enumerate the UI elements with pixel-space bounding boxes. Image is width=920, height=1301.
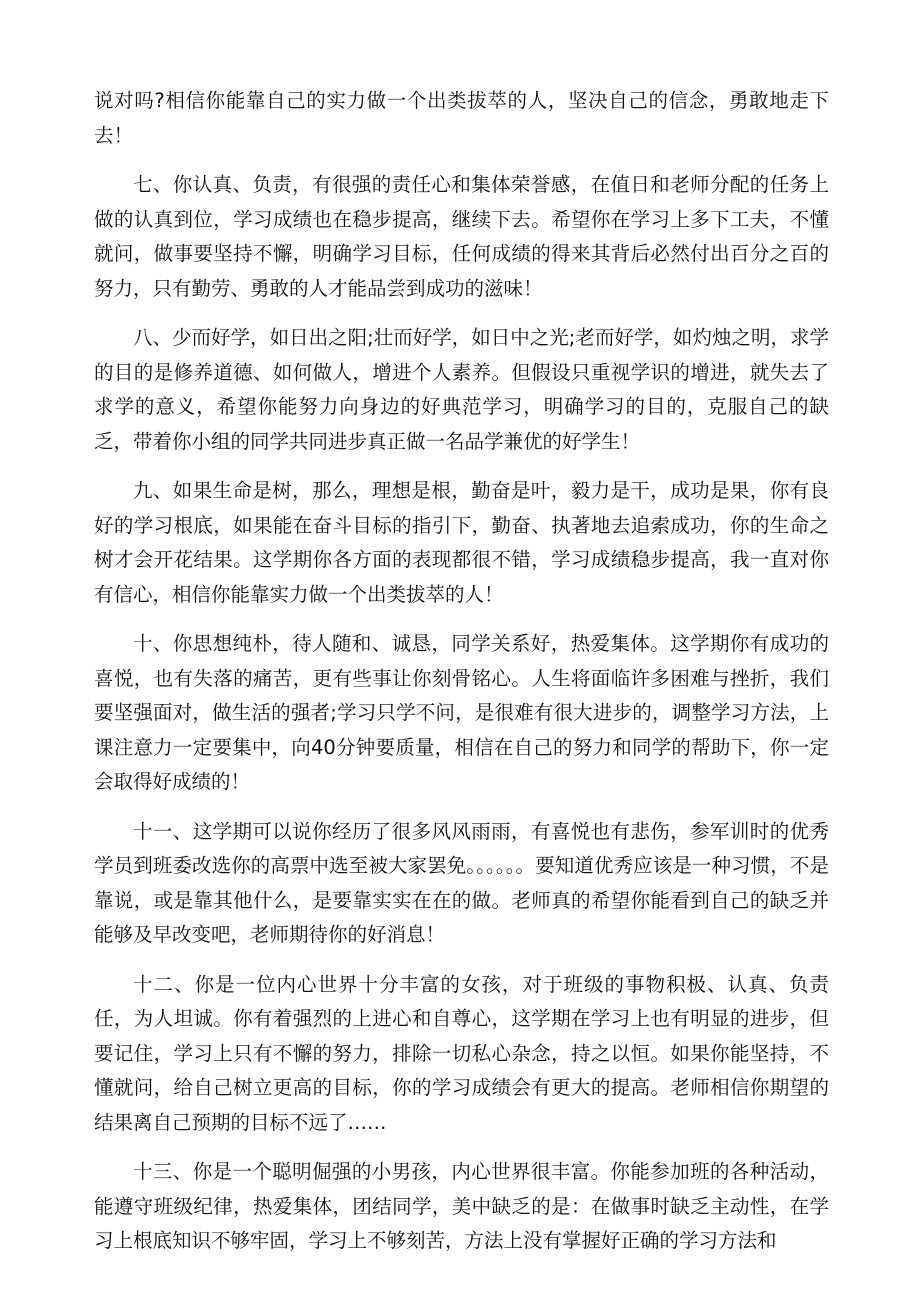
document-page: [94, 84, 829, 1274]
paragraph-nine: 九、如果生命是树，那么，理想是根，勤奋是叶，毅力是干，成功是果，你有良好的学习根底，如果能在奋斗目标的指引下，勤奋、执著地去追索成功，你的生命之树才会开花结果。这学期你各方面的表现都很不错，学习成绩稳步提高，我一直对你有信心，相信你能靠实力做一个出类拔萃的人！: [94, 479, 829, 606]
paragraph-continuation: 说对吗?相信你能靠自己的实力做一个出类拔萃的人，坚决自己的信念，勇敢地走下去！: [94, 89, 829, 147]
paragraph-twelve: 十二、你是一位内心世界十分丰富的女孩，对于班级的事物积极、认真、负责任，为人坦诚。你有着强烈的上进心和自尊心，这学期在学习上也有明显的进步，但要记住，学习上只有不懈的努力，排除一切私心杂念，持之以恒。如果你能坚持，不懂就问，给自己树立更高的目标，你的学习成绩会有更大的提高。老师相信你期望的结果离自己预期的目标不远了……: [94, 972, 829, 1134]
paragraph-eleven: 十一、这学期可以说你经历了很多风风雨雨，有喜悦也有悲伤，参军训时的优秀学员到班委改选你的高票中选至被大家罢免。。。。。。要知道优秀应该是一种习惯，不是靠说，或是靠其他什么，是要靠实实在在的做。老师真的希望你能看到自己的缺乏并能够及早改变吧，老师期待你的好消息！: [94, 819, 829, 946]
paragraph-ten: 十、你思想纯朴，待人随和、诚恳，同学关系好，热爱集体。这学期你有成功的喜悦，也有失落的痛苦，更有些事让你刻骨铭心。人生将面临许多困难与挫折，我们要坚强面对，做生活的强者;学习只学不问，是很难有很大进步的，调整学习方法，上课注意力一定要集中，向40分钟要质量，相信在自己的努力和同学的帮助下，你一定会取得好成绩的！: [94, 632, 829, 793]
paragraph-eight: 八、少而好学，如日出之阳;壮而好学，如日中之光;老而好学，如灼烛之明，求学的目的是修养道德、如何做人，增进个人素养。但假设只重视学识的增进，就失去了求学的意义，希望你能努力向身边的好典范学习，明确学习的目的，克服自己的缺乏，带着你小组的同学共同进步真正做一名品学兼优的好学生！: [94, 326, 829, 453]
paragraph-thirteen: 十三、你是一个聪明倔强的小男孩，内心世界很丰富。你能参加班的各种活动，能遵守班级纪律，热爱集体，团结同学，美中缺乏的是：在做事时缺乏主动性，在学习上根底知识不够牢固，学习上不够刻苦，方法上没有掌握好正确的学习方法和: [94, 1160, 829, 1252]
paragraph-seven: 七、你认真、负责，有很强的责任心和集体荣誉感，在值日和老师分配的任务上做的认真到位，学习成绩也在稳步提高，继续下去。希望你在学习上多下工夫，不懂就问，做事要坚持不懈，明确学习目标，任何成绩的得来其背后必然付出百分之百的努力，只有勤劳、勇敢的人才能品尝到成功的滋味！: [94, 173, 829, 300]
